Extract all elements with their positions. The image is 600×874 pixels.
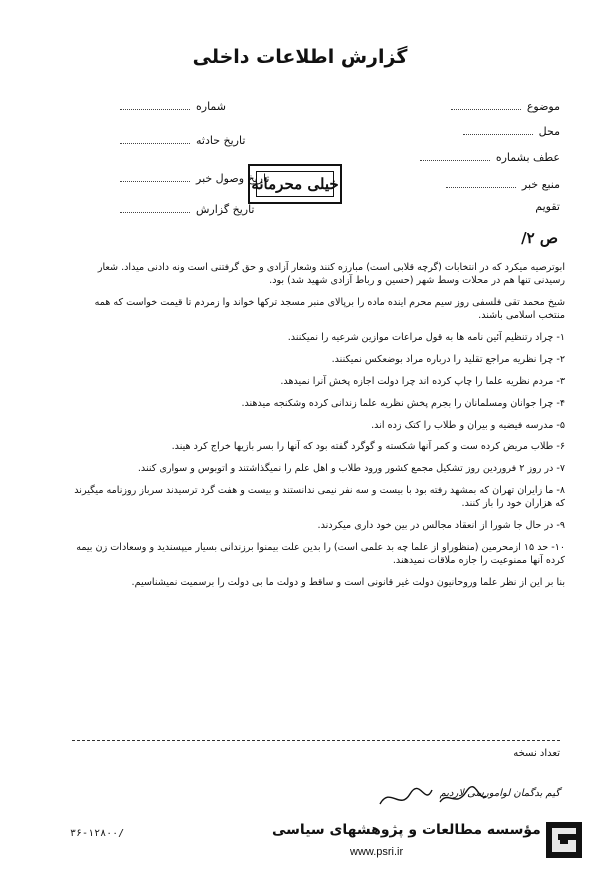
field-label: تقویم	[535, 200, 560, 213]
field-line	[451, 109, 521, 110]
stamp-text: خیلی محرمانه	[251, 175, 339, 193]
separator-line	[72, 740, 560, 741]
copies-list: گیم بدگمان لوامورسی لاردیم	[439, 788, 560, 799]
field-line	[420, 160, 490, 161]
field-label: تاریخ گزارش	[196, 203, 255, 216]
field-assessment	[535, 200, 560, 213]
field-label: تاریخ وصول خبر	[196, 172, 270, 185]
field-line	[120, 181, 190, 182]
signature-scribbles	[370, 776, 490, 816]
institute-logo-icon	[546, 822, 582, 858]
field-label: محل	[538, 125, 560, 138]
field-location	[463, 125, 560, 138]
field-number	[120, 100, 226, 113]
field-label: منبع خبر	[521, 178, 560, 191]
field-line	[120, 212, 190, 213]
list-item: ۳- مردم نظریه علما را چاپ کرده اند چرا دولت اجازه پخش آنرا نمیدهد.	[280, 375, 565, 387]
document-number: ۳۶-۱۲۸۰۰/	[70, 828, 125, 839]
report-title: گزارش اطلاعات داخلی	[192, 46, 408, 68]
field-receipt-date	[120, 172, 269, 185]
institute-name: مؤسسه مطالعات و پژوهشهای سیاسی	[272, 822, 541, 838]
list-item: ۶- طلاب مریض کرده ست و کمر آنها شکسته و گوگرد گفته بود که آنها را بسر بازیها خراج کرد هیند.	[171, 441, 565, 453]
confidential-stamp	[248, 164, 342, 204]
field-label: شماره	[196, 100, 227, 113]
field-subject	[451, 100, 560, 113]
stamp-inner-border	[256, 171, 334, 197]
paragraph: بنا بر این از نظر علما وروحانیون دولت غیر قانونی است و ساقط و دولت ما بی دولت را برسمیت نمیشناسیم.	[131, 577, 565, 588]
field-label: موضوع	[526, 100, 560, 113]
list-item: ۹- در حال جا شورا از انعقاد مجالس در بین خود داری میکردند.	[317, 520, 565, 532]
list-item: ۷- در روز ۲ فروردین روز تشکیل مجمع کشور ورود طلاب و اهل علم را نمیگذاشتند و اتوبوس و سواری کنند.	[137, 463, 565, 475]
list-item: ۱۰- حد ۱۵ ازمحرمین (منظوراو از علما چه بد علمی است) را بدین علت بیمنوا برزندانی بسیار میپسندید و وسعادات زن بیمه کرده آنها ممنوعیت را جازه ملاقات نمیدهند.	[76, 542, 565, 567]
copies-label: تعداد نسخه	[513, 748, 560, 759]
field-label: تاریخ حادثه	[196, 134, 246, 147]
report-body	[70, 262, 565, 599]
paragraph: ابوترصیه میکرد که در انتخابات (گرچه قلابی است) مبارزه کنند وشعار آزادی و حق گرفتنی است ونه دادنی میداد. شعار رسیدنی تنها هم در محلات وسط شهر (حسین و رباط آزادی شهید شد) بود.	[97, 262, 565, 286]
paragraph: شیخ محمد تقی فلسفی روز سیم محرم اینده ماده را برپالای منبر مسجد ترکها خواند وا زمردم تا قیمت خواست که همه منتخب اسلامی باشند.	[94, 296, 565, 321]
field-label: عطف بشماره	[495, 151, 560, 164]
field-source	[446, 178, 560, 191]
field-reference	[420, 151, 560, 164]
field-line	[120, 109, 190, 110]
field-line	[446, 187, 516, 188]
list-item: ۲- چرا نظریه مراجع تقلید را درباره مراد بوضعکس نمیکنند.	[331, 353, 565, 365]
field-line	[463, 134, 533, 135]
field-report-date	[120, 203, 255, 216]
list-item: ۱- چراد رتنظیم آئین نامه ها به قول مراعات موازین شرعیه را نمیکنند.	[287, 331, 565, 343]
field-line	[120, 143, 190, 144]
field-incident-date	[120, 134, 245, 147]
institute-url: www.psri.ir	[350, 846, 404, 858]
list-item: ۸- ما زایران تهران که بمشهد رفته بود با بیست و سه نفر نیمی ندانستند و بیست و هفت گرد ترسیدند سرباز روزنامه میگیرند که هزاران خود را باز کنند.	[74, 485, 565, 510]
page-number: ص ۲/	[521, 229, 558, 247]
list-item: ۴- چرا جوانان ومسلمانان را بجرم پخش نظریه علما زندانی کرده وشکنجه میدهند.	[241, 397, 565, 409]
list-item: ۵- مدرسه فیضیه و بیران و طلاب را کتک زده اند.	[371, 419, 565, 431]
